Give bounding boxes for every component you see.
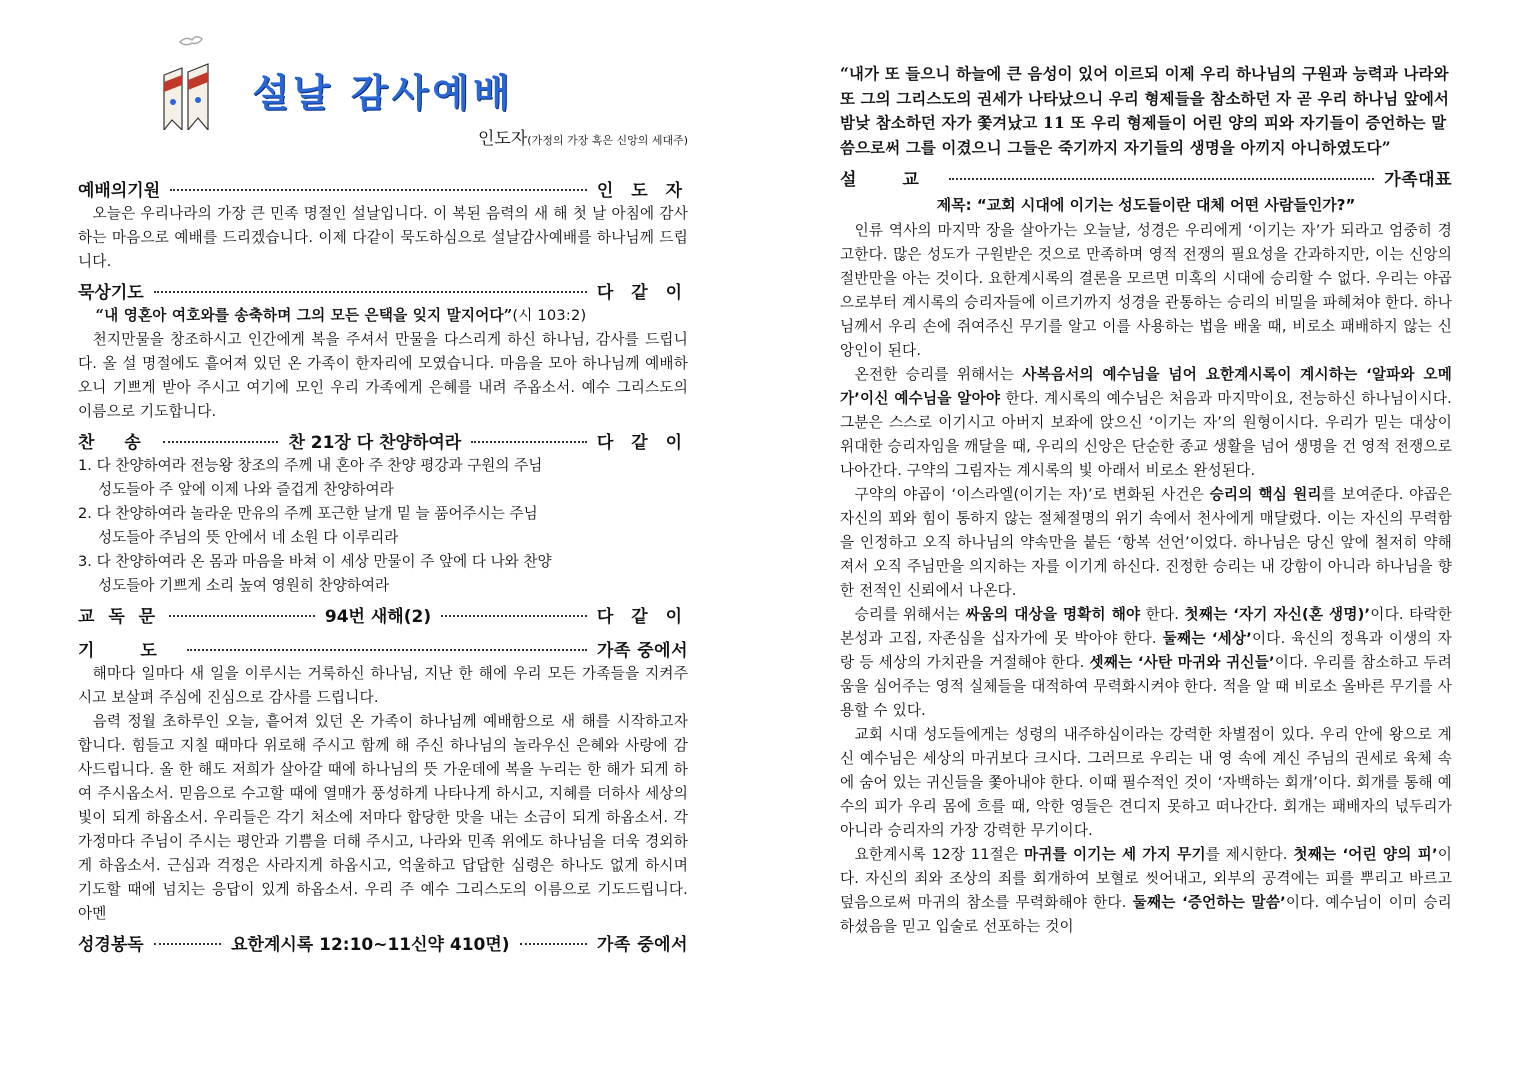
dotted-leader — [154, 291, 587, 293]
text-run: 한다. 계시록의 예수님은 처음과 마지막이요, 전능하신 하나님이시다. 그분은 스스로 이기시고 아버지 보좌에 앉으신 ‘이기는 자’의 원형이시다. 우리가 믿는 대상이 위대한 승리자임을 깨달을 때, 우리의 신앙은 단순한 종교 생활을 넘어 생명을 건 영적 전쟁으로 나아간다. 구약의 그림자는 계시록의 빛 아래서 비로소 완성된다. — [840, 390, 1452, 479]
opening-text: 오늘은 우리나라의 가장 큰 민족 명절인 설날입니다. 이 복된 음력의 새 해 첫 날 아침에 감사하는 마음으로 예배를 드리겠습니다. 이제 다같이 묵도하심으로 설날감사예배를 하나님께 드립니다. — [78, 205, 688, 270]
left-page — [78, 0, 688, 1080]
sermon-paragraph — [840, 603, 1452, 723]
dotted-leader — [187, 649, 587, 651]
bible-verse — [78, 304, 688, 328]
bold-run: 둘째는 ‘증언하는 말씀’ — [1132, 894, 1286, 911]
silent-prayer-text: 천지만물을 창조하시고 인간에게 복을 주셔서 만물을 다스리게 하신 하나님, 감사를 드립니다. 올 설 명절에도 흩어져 있던 온 가족이 한자리에 모였습니다. 마음을 모아 하나님께 예배하오니 기쁘게 받아 주시고 여기에 모인 우리 가족에게 은혜를 내려 주옵소서. 예수 그리스도의 이름으로 기도합니다. — [78, 331, 688, 420]
leader-note: (가정의 가장 혹은 신앙의 세대주) — [527, 134, 688, 147]
text-run: 한다. — [1140, 606, 1185, 623]
section-name: 기 도 — [78, 640, 177, 661]
text-run: 이다. 예수님이 이미 승리하셨음을 믿고 입술로 선포하는 것이 — [840, 894, 1452, 935]
sermon-paragraph — [840, 483, 1452, 603]
dotted-leader — [520, 943, 587, 945]
section-header-silent-prayer — [78, 276, 688, 304]
bold-run: 승리의 핵심 원리 — [1209, 486, 1322, 503]
section-header-responsive — [78, 600, 688, 628]
leader-label: 인도자 — [478, 129, 528, 149]
text-run: 이다. 자신의 죄와 조상의 죄를 회개하여 보혈로 씻어내고, 외부의 공격에는 피를 뿌리고 바르고 덮음으로써 마귀의 참소를 무력화해야 한다. — [840, 846, 1453, 911]
bold-run: 싸움의 대상을 명확히 해야 — [965, 606, 1141, 623]
section-header-sermon — [840, 163, 1452, 191]
text-run: 구약의 야곱이 ‘이스라엘(이기는 자)’로 변화된 사건은 — [854, 486, 1210, 503]
hymn-verse-line: 성도들아 주 앞에 이제 나와 즐겁게 찬양하여라 — [98, 481, 394, 498]
section-name: 묵상기도 — [78, 282, 144, 303]
hymn-verse-line: 2. 다 찬양하여라 놀라운 만유의 주께 포근한 날개 밑 늘 품어주시는 주님 — [78, 505, 538, 522]
section-role: 가족대표 — [1384, 169, 1452, 190]
scripture-title: 요한계시록 12:10~11신약 410면) — [231, 934, 510, 955]
responsive-title: 94번 새해(2) — [324, 606, 432, 627]
section-name: 예배의기원 — [78, 180, 161, 201]
section-name: 찬 송 — [78, 432, 153, 453]
text-run: 이다. 우리를 참소하고 두려움을 심어주는 영적 실체들을 대적하여 무력화시켜야 한다. 적을 알 때 비로소 올바른 무기를 사용할 수 있다. — [840, 654, 1452, 719]
dotted-leader — [471, 441, 587, 443]
right-page — [840, 0, 1452, 1080]
hymn-verse-line: 성도들아 주님의 뜻 안에서 네 소원 다 이루리라 — [98, 529, 399, 546]
verse-ref: (시 103:2) — [512, 307, 587, 324]
dotted-leader — [441, 615, 587, 617]
section-header-scripture — [78, 928, 688, 956]
prayer-text: 음력 정월 초하루인 오늘, 흩어져 있던 온 가족이 하나님께 예배함으로 새 해를 시작하고자 합니다. 힘들고 지칠 때마다 위로해 주시고 함께 해 주신 하나님의 놀라우신 은혜와 사랑에 감사드립니다. 올 한 해도 저희가 살아갈 때에 하나님의 뜻 가운데에 복을 누리는 한 해가 되게 하여 주시옵소서. 믿음으로 수고할 때에 열매가 풍성하게 나타나게 하시고, 지혜를 더하사 세상의 빛이 되게 하옵소서. 우리들은 각기 처소에 저마다 합당한 맛을 내는 소금이 되게 하옵소서. 각 가정마다 주님이 주시는 평안과 기쁨을 더해 주시고, 나라와 민족 위에도 하나님을 더욱 경외하게 하옵소서. 근심과 걱정은 사라지게 하옵시고, 억울하고 답답한 심령은 하나도 없게 하시며 기도할 때에 넘치는 응답이 있게 하옵소서. 우리 주 예수 그리스도의 이름으로 기도드립니다. 아멘 — [78, 713, 688, 922]
section-role: 가족 중에서 — [596, 934, 688, 955]
sermon-paragraph — [840, 363, 1452, 483]
section-role: 다 같 이 — [596, 606, 688, 627]
section-name: 설 교 — [840, 169, 939, 190]
text-run: 요한계시록 12장 11절은 — [854, 846, 1024, 863]
bold-run: 마귀를 이기는 세 가지 무기 — [1023, 846, 1206, 863]
text-run: 를 제시한다. — [1205, 846, 1294, 863]
section-role: 다 같 이 — [596, 282, 688, 303]
section-role: 인 도 자 — [596, 180, 688, 201]
sermon-title: 제목: “교회 시대에 이기는 성도들이란 대체 어떤 사람들인가?” — [936, 196, 1356, 214]
dotted-leader — [163, 441, 279, 443]
sermon-paragraph: 인류 역사의 마지막 장을 살아가는 오늘날, 성경은 우리에게 ‘이기는 자’가 되라고 엄중히 경고한다. 많은 성도가 구원받은 것으로 만족하며 영적 전쟁의 필요성을 간과하지만, 이는 신앙의 절반만을 아는 것이다. 요한계시록의 결론을 모르면 미혹의 시대에 승리할 수 없다. 우리는 야곱으로부터 계시록의 승리자들에 이르기까지 성경을 관통하는 승리의 비밀을 파헤쳐야 한다. 하나님께서 우리 손에 쥐여주신 무기를 알고 이를 사용하는 법을 배울 때, 비로소 패배하지 않는 신앙인이 된다. — [840, 222, 1452, 359]
bold-run: 사복음서의 예수님을 넘어 요한계시록이 계시하는 ‘알파와 오메가’이신 예수님을 알아야 — [840, 366, 1453, 407]
section-name: 성경봉독 — [78, 934, 144, 955]
scripture-quote: “내가 또 들으니 하늘에 큰 음성이 있어 이르되 이제 우리 하나님의 구원과 능력과 나라와 또 그의 그리스도의 권세가 나타났으니 우리 형제들을 참소하던 자 곧 우리 하나님 앞에서 밤낮 참소하던 자가 쫓겨났고 11 또 우리 형제들이 어린 양의 피와 자기들이 증언하는 말씀으로써 그를 이겼으니 그들은 죽기까지 자기들의 생명을 아끼지 아니하였도다” — [840, 65, 1450, 157]
worship-leader — [478, 124, 688, 149]
text-run: 승리를 위해서는 — [854, 606, 966, 623]
section-header-opening — [78, 174, 688, 202]
section-role: 다 같 이 — [596, 432, 689, 453]
verse-text: “내 영혼아 여호와를 송축하며 그의 모든 은택을 잊지 말지어다” — [95, 307, 513, 324]
hymn-verse-line: 3. 다 찬양하여라 온 몸과 마음을 바쳐 이 세상 만물이 주 앞에 다 나와 찬양 — [78, 553, 552, 570]
page-title: 설날 감사예배 — [252, 71, 514, 115]
bold-run: 첫째는 ‘자기 자신(혼 생명)’ — [1184, 606, 1371, 623]
hymn-title: 찬 21장 다 찬양하여라 — [288, 432, 462, 453]
dotted-leader — [949, 178, 1375, 180]
dotted-leader — [169, 615, 315, 617]
sermon-column — [840, 62, 1452, 939]
hymn-verse-line: 1. 다 찬양하여라 전능왕 창조의 주께 내 혼아 주 찬양 평강과 구원의 주님 — [78, 457, 543, 474]
text-run: 온전한 승리를 위해서는 — [854, 366, 1023, 383]
text-run: 이다. 육신의 정욕과 이생의 자랑 등 세상의 가치관을 거절해야 한다. — [840, 630, 1452, 671]
dotted-leader — [170, 189, 587, 191]
sermon-paragraph — [840, 843, 1452, 939]
order-of-worship — [78, 172, 688, 956]
bold-run: 셋째는 ‘사탄 마귀와 귀신들’ — [1089, 654, 1275, 671]
section-header-prayer — [78, 634, 688, 662]
text-run: 이다. 타락한 본성과 고집, 자존심을 십자가에 못 박아야 한다. — [840, 606, 1452, 647]
section-name: 교 독 문 — [78, 606, 160, 627]
hymn-verses — [78, 454, 688, 598]
bold-run: 첫째는 ‘어린 양의 피’ — [1293, 846, 1438, 863]
section-header-hymn — [78, 426, 688, 454]
hymn-verse-line: 성도들아 기쁘게 소리 높여 영원히 찬양하여라 — [98, 577, 390, 594]
sermon-paragraph: 교회 시대 성도들에게는 성령의 내주하심이라는 강력한 차별점이 있다. 우리 안에 왕으로 계신 예수님은 세상의 마귀보다 크시다. 그러므로 우리는 내 영 속에 계신 주님의 권세로 육체 속에 숨어 있는 귀신들을 쫓아내야 한다. 이때 필수적인 것이 ‘자백하는 회개’이다. 회개를 통해 예수의 피가 우리 몸에 흐를 때, 악한 영들은 견디지 못하고 떠나간다. 회개는 패배자의 넋두리가 아니라 승리자의 가장 강력한 무기이다. — [840, 726, 1452, 839]
section-role: 가족 중에서 — [596, 640, 688, 661]
prayer-text: 해마다 일마다 새 일을 이루시는 거룩하신 하나님, 지난 한 해에 우리 모든 가족들을 지켜주시고 보살펴 주심에 진심으로 감사를 드립니다. — [78, 665, 688, 706]
text-run: 를 보여준다. 야곱은 자신의 꾀와 힘이 통하지 않는 절체절명의 위기 속에서 천사에게 매달렸다. 이는 자신의 무력함을 인정하고 오직 하나님의 약속만을 붙든 ‘항복 선언’이었다. 하나님은 당신 앞에 철저히 약해져서 오직 주님만을 의지하는 자를 이기게 하신다. 진정한 승리는 내 강함이 아니라 하나님을 향한 전적인 신뢰에서 나온다. — [840, 486, 1453, 599]
bold-run: 둘째는 ‘세상’ — [1162, 630, 1252, 647]
dotted-leader — [154, 943, 221, 945]
